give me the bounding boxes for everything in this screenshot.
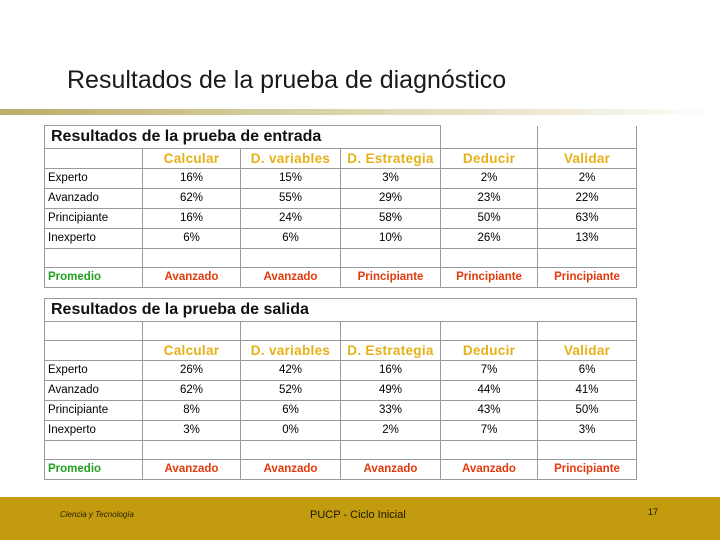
column-header: D. variables xyxy=(241,341,341,361)
average-value: Avanzado xyxy=(241,268,341,288)
column-header: Validar xyxy=(538,149,637,169)
table-cell: 26% xyxy=(143,361,241,381)
footer-bar xyxy=(0,497,720,540)
column-header: D. variables xyxy=(241,149,341,169)
column-header: Calcular xyxy=(143,149,241,169)
average-value: Avanzado xyxy=(441,460,538,480)
column-header: Calcular xyxy=(143,341,241,361)
table-header-row xyxy=(45,341,637,361)
table-cell: 6% xyxy=(241,401,341,421)
table-row xyxy=(45,421,637,441)
page-number: 17 xyxy=(648,507,659,517)
table-row xyxy=(45,189,637,209)
table-cell: 16% xyxy=(143,209,241,229)
table-cell: 50% xyxy=(441,209,538,229)
average-label: Promedio xyxy=(45,460,143,480)
table-cell: 43% xyxy=(441,401,538,421)
table-cell: 16% xyxy=(143,169,241,189)
table-caption: Resultados de la prueba de entrada xyxy=(45,126,441,149)
column-header: Validar xyxy=(538,341,637,361)
table-cell: 8% xyxy=(143,401,241,421)
table-caption: Resultados de la prueba de salida xyxy=(45,299,637,322)
row-label: Avanzado xyxy=(45,381,143,401)
average-label: Promedio xyxy=(45,268,143,288)
average-value: Principiante xyxy=(441,268,538,288)
table-row xyxy=(45,361,637,381)
row-label: Experto xyxy=(45,361,143,381)
table-cell: 3% xyxy=(538,421,637,441)
spacer-row xyxy=(45,249,637,268)
table-cell: 6% xyxy=(538,361,637,381)
table-cell: 15% xyxy=(241,169,341,189)
row-label: Principiante xyxy=(45,401,143,421)
table-cell: 63% xyxy=(538,209,637,229)
header-empty-cell xyxy=(45,149,143,169)
table-cell: 55% xyxy=(241,189,341,209)
table-row xyxy=(45,401,637,421)
table-cell: 44% xyxy=(441,381,538,401)
table-cell: 24% xyxy=(241,209,341,229)
row-label: Experto xyxy=(45,169,143,189)
row-label: Inexperto xyxy=(45,229,143,249)
table-cell: 62% xyxy=(143,381,241,401)
column-header: Deducir xyxy=(441,149,538,169)
table-cell: 10% xyxy=(341,229,441,249)
row-label: Principiante xyxy=(45,209,143,229)
footer-department: Ciencia y Tecnología xyxy=(60,510,134,519)
table-cell: 58% xyxy=(341,209,441,229)
column-header: D. Estrategia xyxy=(341,149,441,169)
row-label: Avanzado xyxy=(45,189,143,209)
table-caption-row xyxy=(45,299,637,322)
average-row xyxy=(45,460,637,480)
column-header: Deducir xyxy=(441,341,538,361)
spacer-row xyxy=(45,322,637,341)
table-cell: 42% xyxy=(241,361,341,381)
row-label: Inexperto xyxy=(45,421,143,441)
table-cell: 29% xyxy=(341,189,441,209)
footer-course: PUCP - Ciclo Inicial xyxy=(310,509,406,521)
table-cell: 2% xyxy=(538,169,637,189)
slide-title: Resultados de la prueba de diagnóstico xyxy=(67,66,507,94)
table-row xyxy=(45,209,637,229)
column-header: D. Estrategia xyxy=(341,341,441,361)
table-cell: 50% xyxy=(538,401,637,421)
table-cell: 3% xyxy=(341,169,441,189)
average-value: Avanzado xyxy=(143,268,241,288)
table-cell: 52% xyxy=(241,381,341,401)
table-row xyxy=(45,169,637,189)
table-cell: 26% xyxy=(441,229,538,249)
average-row xyxy=(45,268,637,288)
table-cell: 6% xyxy=(143,229,241,249)
exit-results-table xyxy=(44,298,637,480)
table-caption-row xyxy=(45,126,637,149)
table-row xyxy=(45,381,637,401)
table-cell: 3% xyxy=(143,421,241,441)
table-cell: 13% xyxy=(538,229,637,249)
table-cell: 41% xyxy=(538,381,637,401)
table-header-row xyxy=(45,149,637,169)
entry-results-table xyxy=(44,125,637,288)
table-cell: 49% xyxy=(341,381,441,401)
title-underline xyxy=(0,109,720,115)
header-empty-cell xyxy=(45,341,143,361)
average-value: Avanzado xyxy=(143,460,241,480)
table-cell: 6% xyxy=(241,229,341,249)
table-cell: 22% xyxy=(538,189,637,209)
average-value: Avanzado xyxy=(341,460,441,480)
table-cell: 33% xyxy=(341,401,441,421)
table-row xyxy=(45,229,637,249)
average-value: Principiante xyxy=(341,268,441,288)
table-cell: 62% xyxy=(143,189,241,209)
table-cell: 7% xyxy=(441,421,538,441)
spacer-row xyxy=(45,441,637,460)
table-cell: 23% xyxy=(441,189,538,209)
average-value: Principiante xyxy=(538,268,637,288)
table-cell: 0% xyxy=(241,421,341,441)
table-cell: 7% xyxy=(441,361,538,381)
average-value: Principiante xyxy=(538,460,637,480)
table-cell: 16% xyxy=(341,361,441,381)
average-value: Avanzado xyxy=(241,460,341,480)
table-cell: 2% xyxy=(341,421,441,441)
table-cell: 2% xyxy=(441,169,538,189)
